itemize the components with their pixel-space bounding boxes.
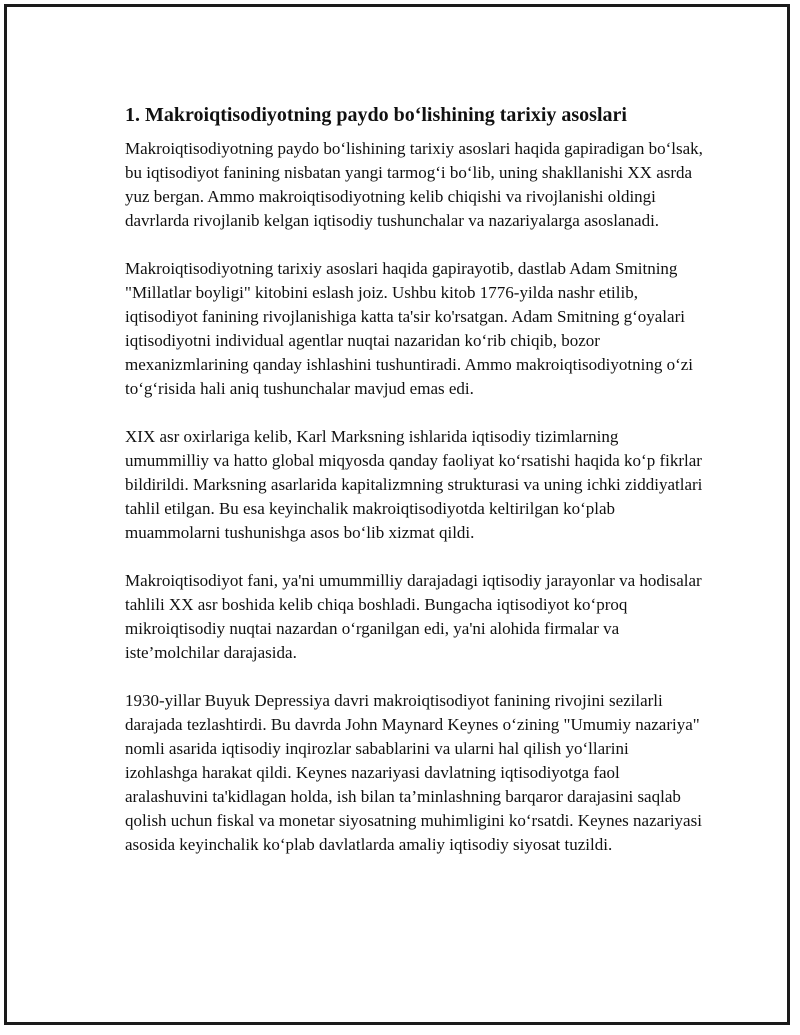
paragraph-5: 1930-yillar Buyuk Depressiya davri makroiqtisodiyot fanining rivojini sezilarli darajada tezlashtirdi. Bu davrda John Maynard Keynes o‘zining "Umumiy nazariya" nomli asarida iqtisodiy inqirozlar sabablarini va ularni hal qilish yo‘llarini izohlashga harakat qildi. Keynes nazariyasi davlatning iqtisodiyotga faol aralashuvini ta'kidlagan holda, ish bilan ta’minlashning barqaror darajasini saqlab qolish uchun fiskal va monetar siyosatning muhimligini ko‘rsatdi. Keynes nazariyasi asosida keyinchalik ko‘plab davlatlarda amaliy iqtisodiy siyosat tuzildi. xyxy=(125,691,702,854)
page-border xyxy=(4,4,790,1025)
paragraph-1: Makroiqtisodiyotning paydo bo‘lishining tarixiy asoslari haqida gapiradigan bo‘lsak, bu iqtisodiyot fanining nisbatan yangi tarmog‘i bo‘lib, uning shakllanishi XX asrda yuz bergan. Ammo makroiqtisodiyotning kelib chiqishi va rivojlanishi oldingi davrlarda rivojlanib kelgan iqtisodiy tushunchalar va nazariyalarga asoslanadi. xyxy=(125,139,703,230)
section-heading: 1. Makroiqtisodiyotning paydo bo‘lishining tarixiy asoslari xyxy=(125,104,627,126)
paragraph-4: Makroiqtisodiyot fani, ya'ni umummilliy darajadagi iqtisodiy jarayonlar va hodisalar tahlili XX asr boshida kelib chiqa boshladi. Bungacha iqtisodiyot ko‘proq mikroiqtisodiy nuqtai nazardan o‘rganilgan edi, ya'ni alohida firmalar va iste’molchilar darajasida. xyxy=(125,571,702,662)
paragraph-3: XIX asr oxirlariga kelib, Karl Marksning ishlarida iqtisodiy tizimlarning umummilliy va hatto global miqyosda qanday faoliyat ko‘rsatishi haqida ko‘p fikrlar bildirildi. Marksning asarlarida kapitalizmning strukturasi va uning ichki ziddiyatlari tahlil etilgan. Bu esa keyinchalik makroiqtisodiyotda keltirilgan ko‘plab muammolarni tushunishga asos bo‘lib xizmat qildi. xyxy=(125,427,703,542)
document-body xyxy=(125,101,705,881)
paragraph-2: Makroiqtisodiyotning tarixiy asoslari haqida gapirayotib, dastlab Adam Smitning "Millatlar boyligi" kitobini eslash joiz. Ushbu kitob 1776-yilda nashr etilib, iqtisodiyot fanining rivojlanishiga katta ta'sir ko'rsatgan. Adam Smitning g‘oyalari iqtisodiyotni individual agentlar nuqtai nazaridan ko‘rib chiqib, bozor mexanizmlarining qanday ishlashini tushuntiradi. Ammo makroiqtisodiyotning o‘zi to‘g‘risida hali aniq tushunchalar mavjud emas edi. xyxy=(125,259,694,398)
